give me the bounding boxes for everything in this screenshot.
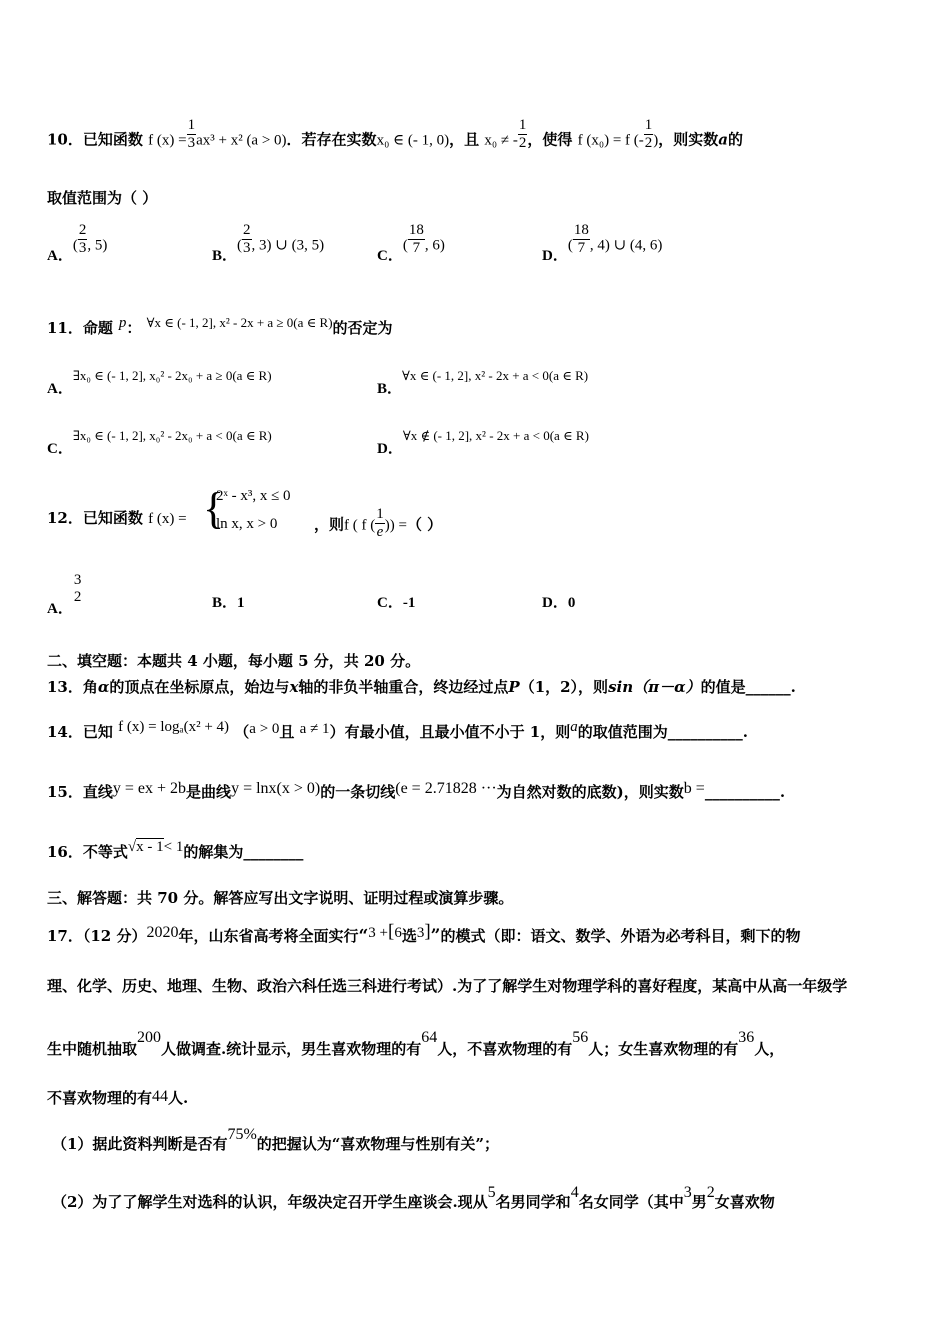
math-expression: y = lnx(x > 0)	[231, 780, 321, 797]
question-17-line-4: 不喜欢物理的有44人.	[47, 1088, 189, 1107]
option-d: D．0	[542, 595, 576, 611]
option-b: B．( $\frac{2}{3}$ , 3) ∪ (3, 5)	[212, 222, 325, 264]
question-14: 14．已知 f (x) = logₐ(x² + 4) （a > 0且 a ≠ 1）有最小值，且最小值不小于 1，则a的取值范围为__________.	[47, 719, 748, 741]
option-c: C．( $\frac{18}{7}$ , 6)	[377, 222, 445, 264]
math-expression: f (x) =	[148, 511, 187, 527]
question-17-part-1: （1）据此资料判断是否有75%的把握认为“喜欢物理与性别有关”；	[52, 1126, 500, 1153]
fraction: $\frac{1}{3}$	[187, 117, 196, 151]
question-17-line-2: 理、化学、历史、地理、生物、政治六科任选三科进行考试）.为了了解学生对物理学科的喜好程度，某高中从高一年级学	[47, 977, 848, 995]
answer-blank: __________	[667, 723, 743, 741]
question-17-line-3: 生中随机抽取200人做调查.统计显示，男生喜欢物理的有64人，不喜欢物理的有56人；女生喜欢物理的有36人，	[47, 1029, 785, 1058]
question-number: 11．	[47, 319, 83, 337]
math-expression: y = ex + 2b	[112, 780, 187, 797]
option-a: A． 3 2	[47, 572, 82, 617]
question-16: 16．不等式√x - 1< 1的解集为________	[47, 839, 304, 861]
math-expression: ∀x ∈ (- 1, 2], x² - 2x + a ≥ 0(a ∈ R)	[146, 315, 333, 330]
option-c: C．-1	[377, 595, 416, 611]
piecewise-case: 2ˣ - x³, x ≤ 0	[216, 488, 291, 504]
option-c: C．∃x₀ ∈ (- 1, 2], x₀² - 2x₀ + a < 0(a ∈ R)	[47, 428, 272, 457]
piecewise-case: ln x, x > 0	[216, 516, 278, 532]
math-expression: f (x) =	[148, 132, 187, 149]
question-number: 10．	[47, 130, 83, 149]
math-expression: √x - 1< 1	[127, 839, 184, 855]
answer-blank: ______	[745, 678, 791, 696]
math-expression: f (x₀) = f (-	[577, 132, 644, 149]
option-a: A．∃x₀ ∈ (- 1, 2], x₀² - 2x₀ + a ≥ 0(a ∈ R)	[47, 368, 272, 397]
piecewise-brace: {	[203, 484, 225, 533]
question-number: 16．	[47, 843, 83, 861]
question-17-line-1: 17．（12 分）2020年，山东省高考将全面实行“3 +[6选3]”的模式（即：语文、数学、外语为必考科目，剩下的物	[47, 921, 801, 946]
math-expression: x₀ ≠ -	[484, 132, 518, 149]
option-d: D．( $\frac{18}{7}$ , 4) ∪ (4, 6)	[542, 222, 663, 264]
question-11: 11．命题 p： ∀x ∈ (- 1, 2], x² - 2x + a ≥ 0(a ∈ R)的否定为	[47, 315, 393, 337]
question-10-line-2: 取值范围为（ ）	[47, 189, 158, 207]
option-d: D．∀x ∉ (- 1, 2], x² - 2x + a < 0(a ∈ R)	[377, 428, 589, 457]
question-number: 14．	[47, 723, 83, 741]
fraction: $\frac{1}{2}$	[644, 117, 653, 151]
option-a: A．( $\frac{2}{3}$ , 5)	[47, 222, 108, 264]
option-b: B．∀x ∈ (- 1, 2], x² - 2x + a < 0(a ∈ R)	[377, 368, 589, 397]
question-13: 13．角α的顶点在坐标原点，始边与x轴的非负半轴重合，终边经过点P（1，2），则sin（π－α）的值是______.	[47, 678, 796, 696]
answer-blank: __________	[704, 783, 780, 801]
math-expression: f (x) = logₐ(x² + 4)	[118, 719, 230, 735]
question-12-tail: ，则f ( f ( $\frac{1}{e}$ )) =（ ）	[314, 506, 443, 540]
question-10-line-1: 10．已知函数 f (x) = $\frac{1}{3}$ ax³ + x² (a > 0)．若存在实数x₀ ∈ (- 1, 0)，且 x₀ ≠ - $\frac{1}{2}$ ，使得 f (x₀) = f (- $\frac{1}{2}$ )，则实数a的	[47, 117, 744, 151]
question-number: 15．	[47, 783, 83, 801]
answer-blank: ________	[243, 843, 304, 861]
question-17-part-2: （2）为了了解学生对选科的认识，年级决定召开学生座谈会.现从5名男同学和4名女同学（其中3男2女喜欢物	[52, 1184, 775, 1211]
section-heading: 二、填空题：本题共 4 小题，每小题 5 分，共 20 分。	[47, 652, 421, 670]
question-15: 15．直线y = ex + 2b是曲线y = lnx(x > 0)的一条切线(e = 2.71828 ···为自然对数的底数)，则实数b =__________.	[47, 780, 786, 801]
section-heading: 三、解答题：共 70 分。解答应写出文字说明、证明过程或演算步骤。	[47, 889, 514, 907]
question-12: 12．已知函数 f (x) =	[47, 509, 187, 527]
question-number: 17．（12 分）	[47, 927, 147, 945]
math-expression: x₀ ∈ (- 1, 0)	[376, 132, 450, 149]
question-number: 12．	[47, 509, 83, 527]
fraction: $\frac{1}{2}$	[518, 117, 527, 151]
option-b: B．1	[212, 595, 245, 611]
